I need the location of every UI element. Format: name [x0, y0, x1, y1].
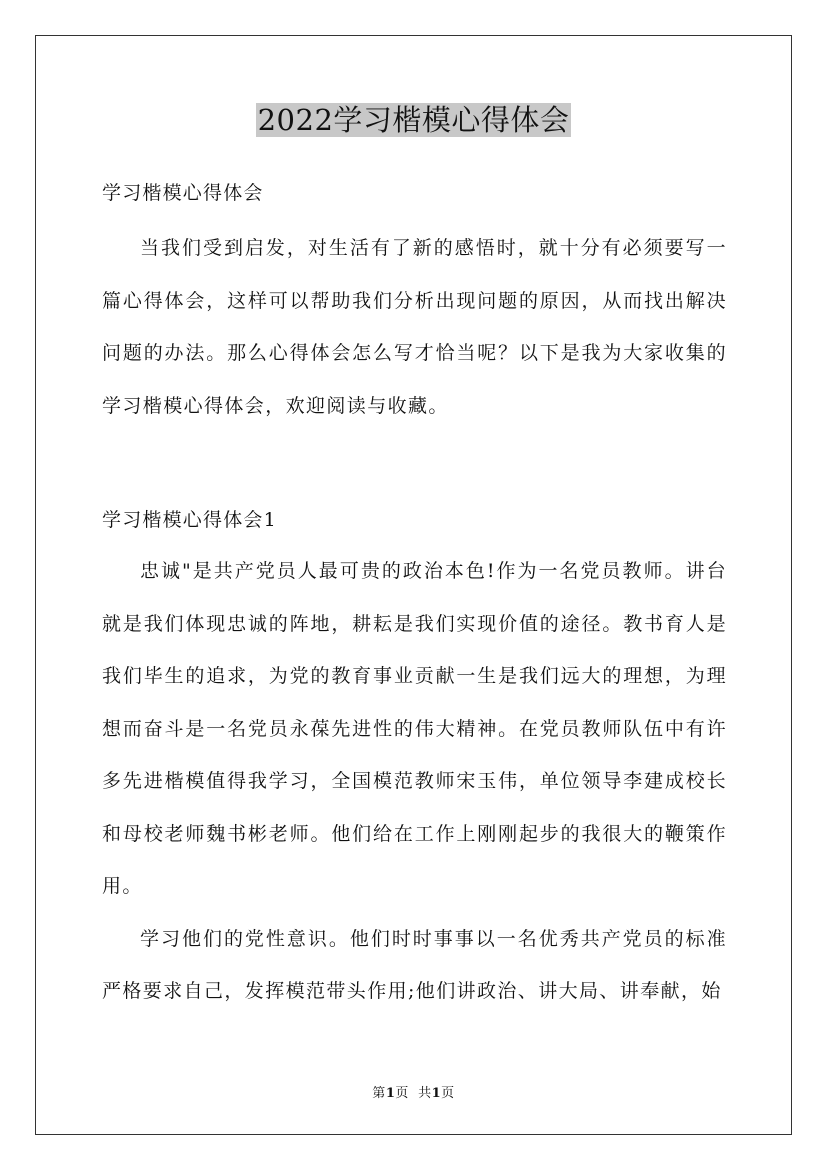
- intro-section: [102, 222, 727, 432]
- footer-page-suffix: 页: [441, 1086, 455, 1101]
- section1-body: [102, 545, 727, 1018]
- document-title-text: 2022学习楷模心得体会: [257, 103, 570, 137]
- footer-page-mid: 页 共: [395, 1086, 432, 1101]
- intro-paragraph: 当我们受到启发，对生活有了新的感悟时，就十分有必须要写一篇心得体会，这样可以帮助我们分析出现问题的原因，从而找出解决问题的办法。那么心得体会怎么写才恰当呢？以下是我为大家收集的学习楷模心得体会，欢迎阅读与收藏。: [102, 237, 727, 417]
- section1-heading: 学习楷模心得体会1: [102, 509, 277, 531]
- section1-paragraph-1: 忠诚"是共产党员人最可贵的政治本色!作为一名党员教师。讲台就是我们体现忠诚的阵地，耕耘是我们实现价值的途径。教书育人是我们毕生的追求，为党的教育事业贡献一生是我们远大的理想，为理想而奋斗是一名党员永葆先进性的伟大精神。在党员教师队伍中有许多先进楷模值得我学习，全国模范教师宋玉伟，单位领导李建成校长和母校老师魏书彬老师。他们给在工作上刚刚起步的我很大的鞭策作用。: [102, 560, 727, 897]
- footer-page-prefix: 第: [372, 1086, 386, 1101]
- footer-page-total: 1: [431, 1086, 442, 1101]
- document-title: [0, 100, 827, 140]
- section1-paragraph-2: 学习他们的党性意识。他们时时事事以一名优秀共产党员的标准严格要求自己，发挥模范带头作用;他们讲政治、讲大局、讲奉献，始: [102, 927, 727, 1002]
- page-footer: [0, 1082, 827, 1101]
- footer-page-current: 1: [385, 1086, 396, 1101]
- intro-heading: 学习楷模心得体会: [102, 182, 264, 204]
